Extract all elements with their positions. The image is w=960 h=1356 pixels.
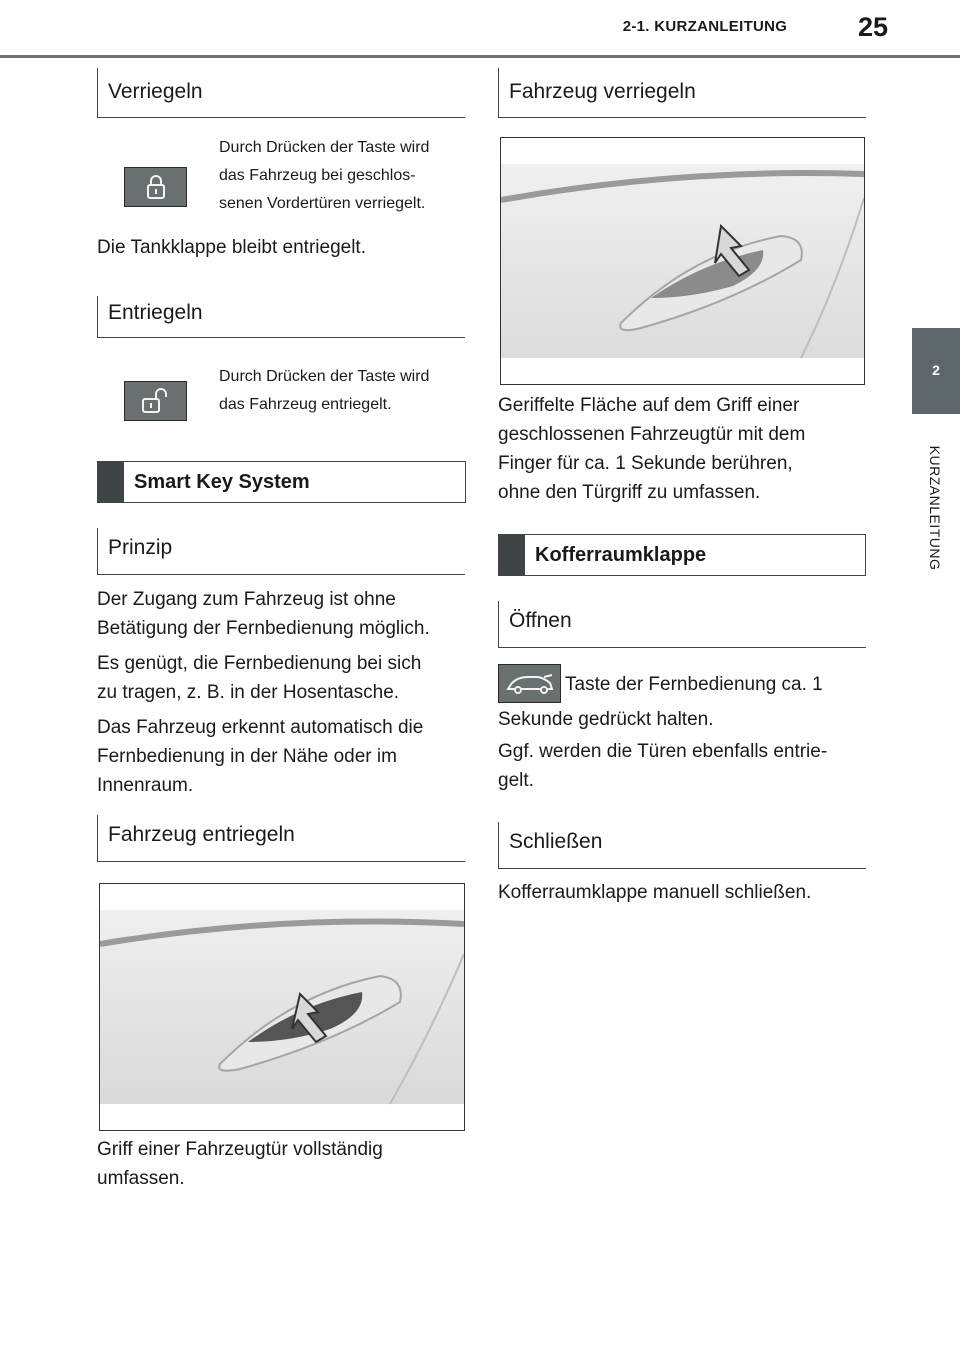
prinzip-text: Der Zugang zum Fahrzeug ist ohne Betätigung der Fernbedienung möglich. Es genügt, die Fernbedienung bei sich zu tragen, z. B. in der Hosentasche. Das Fahrzeug erkennt automatisch die Fernbedienung in der Nähe oder im Innenraum. [97, 589, 430, 796]
car-trunk-icon [498, 664, 561, 703]
heading-kofferraumklappe: Kofferraumklappe [498, 534, 866, 576]
chapter-label: KURZANLEITUNG [927, 445, 943, 571]
heading-smart-key-system: Smart Key System [97, 461, 466, 503]
chapter-number: 2 [932, 362, 940, 378]
heading-schliessen: Schließen [498, 822, 866, 869]
oeffnen-line1: Taste der Fernbedienung ca. 1 [565, 674, 823, 695]
heading-fahrzeug-entriegeln: Fahrzeug entriegeln [97, 815, 465, 862]
heading-bar [98, 462, 124, 502]
heading-entriegeln: Entriegeln [97, 296, 465, 338]
lock-closed-icon [124, 167, 187, 207]
fahrzeug-verriegeln-caption: Geriffelte Fläche auf dem Griff einer geschlossenen Fahrzeugtür mit dem Finger für ca. 1 Sekunde berühren, ohne den Türgriff zu umfassen. [498, 395, 806, 503]
entriegeln-description: Durch Drücken der Taste wird das Fahrzeug entriegelt. [219, 368, 430, 413]
heading-verriegeln: Verriegeln [97, 68, 465, 118]
verriegeln-description: Durch Drücken der Taste wird das Fahrzeug bei geschlos- senen Vordertüren verriegelt. [219, 139, 430, 212]
door-handle-touch-illustration [500, 137, 865, 385]
page-number: 25 [858, 12, 889, 42]
heading-fahrzeug-verriegeln: Fahrzeug verriegeln [498, 68, 866, 118]
heading-prinzip: Prinzip [97, 528, 465, 575]
header-rule [0, 55, 960, 58]
heading-bar [499, 535, 525, 575]
fahrzeug-entriegeln-caption: Griff einer Fahrzeugtür vollständig umfassen. [97, 1139, 383, 1189]
lock-open-icon [124, 381, 187, 421]
heading-oeffnen: Öffnen [498, 601, 866, 648]
schliessen-text: Kofferraumklappe manuell schließen. [498, 882, 812, 903]
door-handle-grip-illustration [99, 883, 465, 1131]
section-title: 2-1. KURZANLEITUNG [622, 18, 788, 35]
oeffnen-line2: Sekunde gedrückt halten. [498, 709, 714, 730]
tank-note: Die Tankklappe bleibt entriegelt. [97, 237, 366, 258]
oeffnen-note: Ggf. werden die Türen ebenfalls entrie- gelt. [498, 741, 828, 791]
